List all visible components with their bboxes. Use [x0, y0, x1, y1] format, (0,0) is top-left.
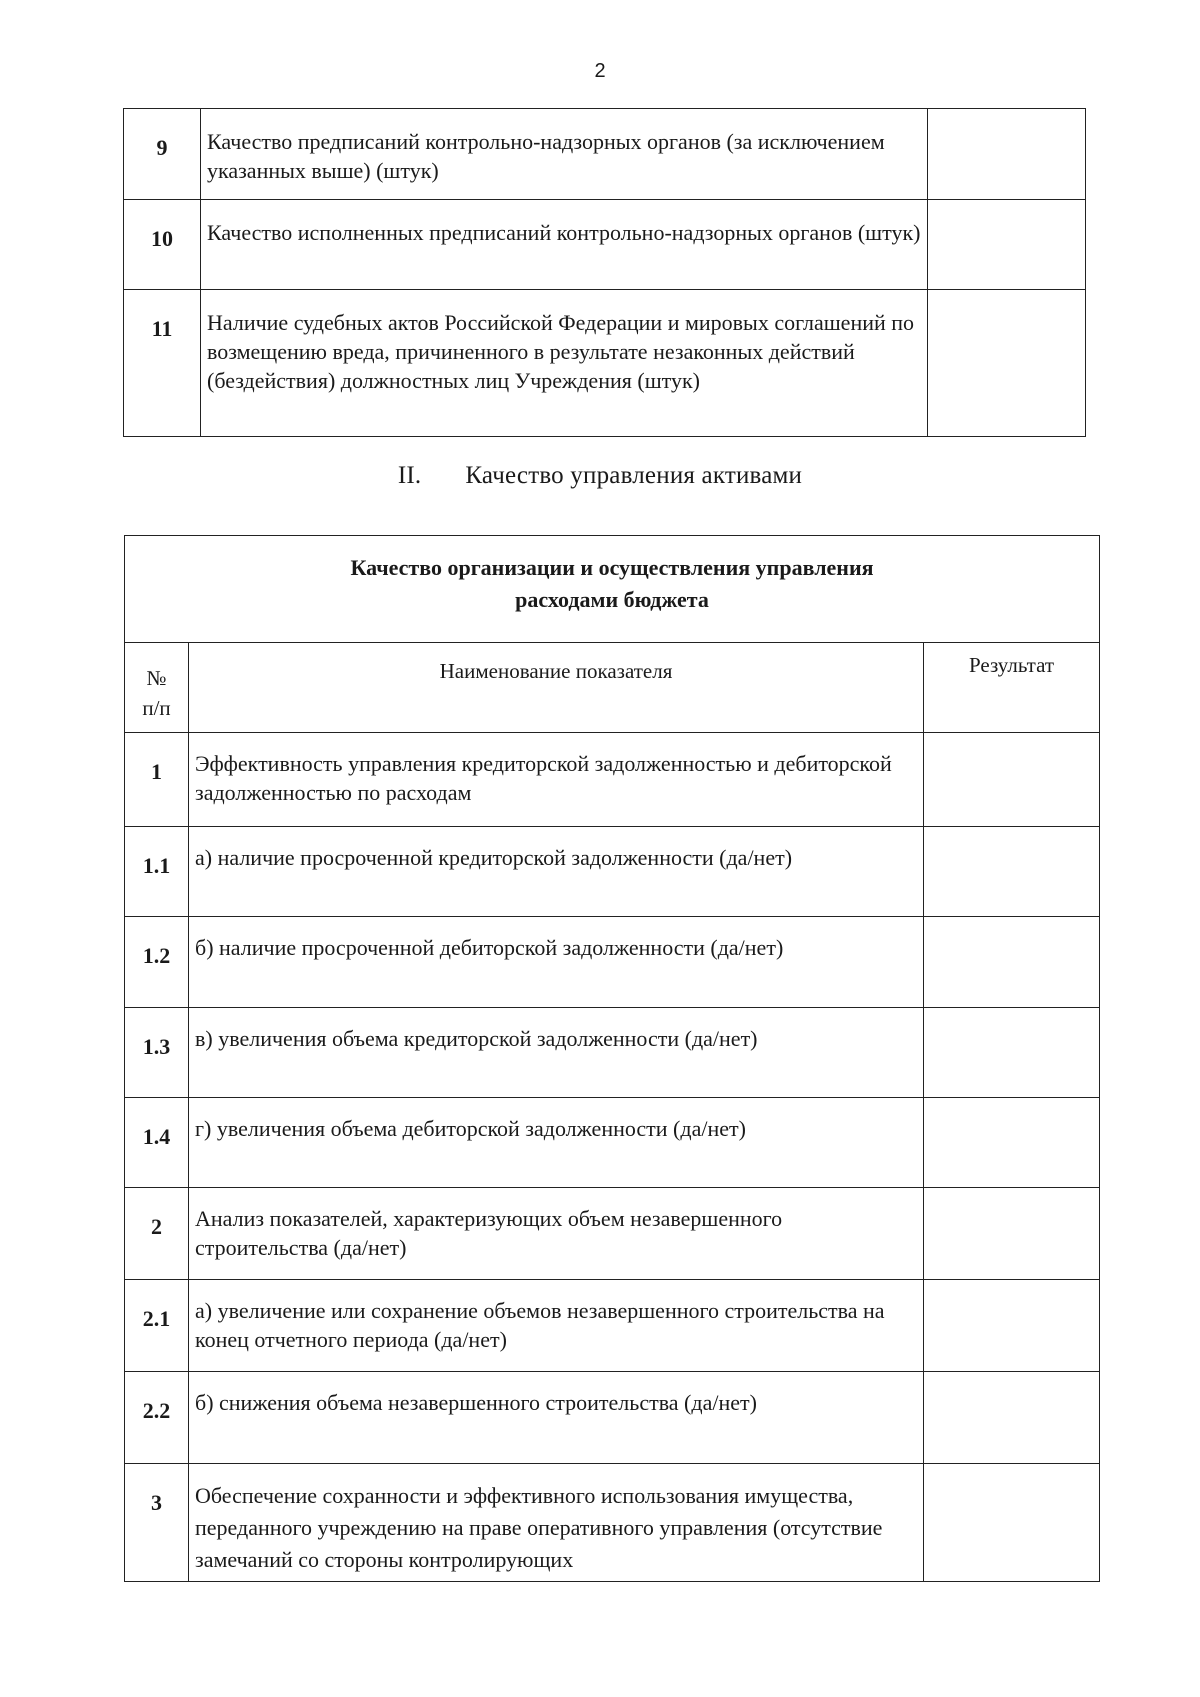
- indicator-name: Качество предписаний контрольно-надзорных органов (за исключением указанных выше) (штук): [201, 109, 928, 200]
- section-number: II.: [397, 462, 422, 489]
- indicator-name: Анализ показателей, характеризующих объем незавершенного строительства (да/нет): [189, 1188, 924, 1280]
- page-number: 2: [594, 60, 606, 82]
- table-row: [125, 733, 1100, 827]
- table-row: [125, 1008, 1100, 1098]
- row-number: 1: [125, 733, 189, 827]
- result-cell: [924, 733, 1100, 827]
- table-row: [125, 1372, 1100, 1464]
- row-number: 9: [124, 109, 201, 200]
- table-caption: [125, 536, 1100, 643]
- indicator-name: а) наличие просроченной кредиторской задолженности (да/нет): [189, 827, 924, 917]
- header-number-abbr: п/п: [142, 696, 171, 720]
- caption-line-1: Качество организации и осуществления управления: [350, 555, 874, 580]
- table-row: [125, 917, 1100, 1008]
- section-title: Качество управления активами: [465, 462, 803, 489]
- table-header-row: [125, 643, 1100, 733]
- table-row: [125, 827, 1100, 917]
- result-cell: [924, 1098, 1100, 1188]
- result-cell: [928, 200, 1086, 290]
- header-number: [125, 643, 189, 733]
- caption-line-2: расходами бюджета: [515, 587, 709, 612]
- row-number: 2.2: [125, 1372, 189, 1464]
- row-number: 10: [124, 200, 201, 290]
- result-cell: [928, 290, 1086, 437]
- indicator-name: б) снижения объема незавершенного строительства (да/нет): [189, 1372, 924, 1464]
- row-number: 1.3: [125, 1008, 189, 1098]
- table-row: [124, 200, 1086, 290]
- row-number: 11: [124, 290, 201, 437]
- indicator-name: Наличие судебных актов Российской Федерации и мировых соглашений по возмещению вреда, причиненного в результате незаконных действий (бездействия) должностных лиц Учреждения (штук): [201, 290, 928, 437]
- header-number-sign: №: [146, 666, 167, 690]
- result-cell: [924, 1188, 1100, 1280]
- row-number: 1.2: [125, 917, 189, 1008]
- table-row: [124, 109, 1086, 200]
- indicator-name: г) увеличения объема дебиторской задолженности (да/нет): [189, 1098, 924, 1188]
- indicator-name: в) увеличения объема кредиторской задолженности (да/нет): [189, 1008, 924, 1098]
- table-caption-row: [125, 536, 1100, 643]
- result-cell: [924, 1464, 1100, 1582]
- row-number: 1.1: [125, 827, 189, 917]
- row-number: 1.4: [125, 1098, 189, 1188]
- row-number: 2: [125, 1188, 189, 1280]
- result-cell: [924, 827, 1100, 917]
- table-row: [125, 1464, 1100, 1582]
- indicator-name: Качество исполненных предписаний контрольно-надзорных органов (штук): [201, 200, 928, 290]
- table-row: [125, 1280, 1100, 1372]
- section-heading: [0, 462, 1200, 490]
- result-cell: [928, 109, 1086, 200]
- result-cell: [924, 1008, 1100, 1098]
- result-cell: [924, 1280, 1100, 1372]
- result-cell: [924, 1372, 1100, 1464]
- asset-management-table: [124, 535, 1100, 1582]
- header-result: Результат: [924, 643, 1100, 733]
- table-row: [125, 1098, 1100, 1188]
- header-indicator-name: Наименование показателя: [189, 643, 924, 733]
- criteria-table-continued: [123, 108, 1086, 437]
- indicator-name: б) наличие просроченной дебиторской задолженности (да/нет): [189, 917, 924, 1008]
- row-number: 2.1: [125, 1280, 189, 1372]
- table-row: [124, 290, 1086, 437]
- indicator-name: Обеспечение сохранности и эффективного использования имущества, переданного учреждению на праве оперативного управления (отсутствие замечаний со стороны контролирующих: [189, 1464, 924, 1582]
- result-cell: [924, 917, 1100, 1008]
- table-row: [125, 1188, 1100, 1280]
- indicator-name: Эффективность управления кредиторской задолженностью и дебиторской задолженностью по расходам: [189, 733, 924, 827]
- indicator-name: а) увеличение или сохранение объемов незавершенного строительства на конец отчетного периода (да/нет): [189, 1280, 924, 1372]
- row-number: 3: [125, 1464, 189, 1582]
